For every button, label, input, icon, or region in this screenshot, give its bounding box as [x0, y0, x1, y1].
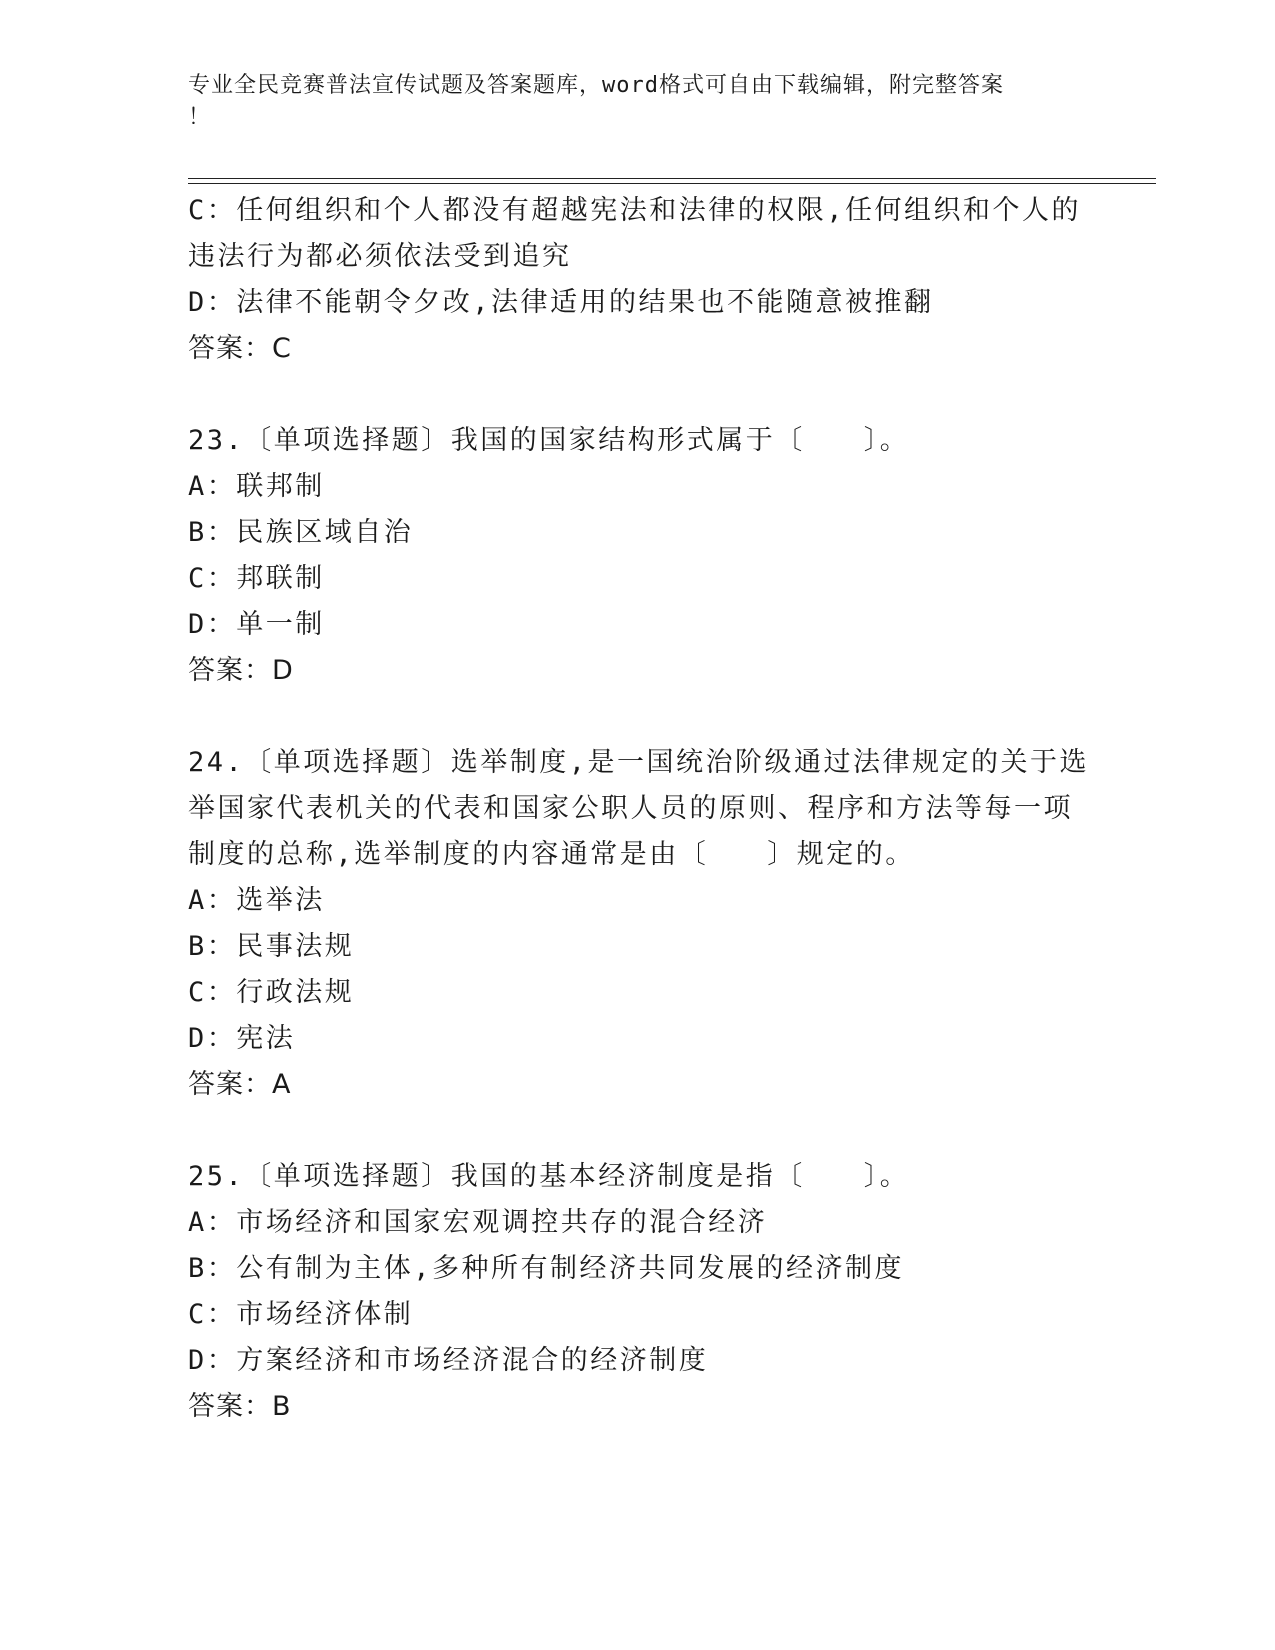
option-b: B：公有制为主体,多种所有制经济共同发展的经济制度: [188, 1253, 905, 1284]
option-c: C：邦联制: [188, 563, 325, 594]
option-d: D：法律不能朝令夕改,法律适用的结果也不能随意被推翻: [188, 287, 934, 318]
option-c: C：市场经济体制: [188, 1299, 414, 1330]
question-22-continued: [188, 188, 1088, 372]
question-23: [188, 418, 1088, 694]
document-header: [188, 70, 1068, 134]
option-c-continued: 违法行为都必须依法受到追究: [188, 241, 572, 272]
question-stem: 23.〔单项选择题〕我国的国家结构形式属于〔 〕。: [188, 425, 910, 456]
question-25: [188, 1154, 1088, 1430]
answer: 答案：D: [188, 655, 294, 686]
question-stem: 24.〔单项选择题〕选举制度,是一国统治阶级通过法律规定的关于选: [188, 747, 1090, 778]
option-a: A：市场经济和国家宏观调控共存的混合经济: [188, 1207, 768, 1238]
option-d: D：单一制: [188, 609, 325, 640]
header-divider-bottom: [188, 183, 1156, 184]
spacer: [188, 1108, 1088, 1154]
header-divider-top: [188, 178, 1156, 179]
spacer: [188, 372, 1088, 418]
option-b: B：民事法规: [188, 931, 355, 962]
question-stem: 25.〔单项选择题〕我国的基本经济制度是指〔 〕。: [188, 1161, 910, 1192]
question-stem-continued: 举国家代表机关的代表和国家公职人员的原则、程序和方法等每一项: [188, 793, 1073, 824]
question-list: [188, 188, 1088, 1430]
answer: 答案：B: [188, 1391, 292, 1422]
answer: 答案：C: [188, 333, 292, 364]
option-b: B：民族区域自治: [188, 517, 414, 548]
option-a: A：选举法: [188, 885, 325, 916]
option-a: A：联邦制: [188, 471, 325, 502]
option-d: D：宪法: [188, 1023, 296, 1054]
option-d: D：方案经济和市场经济混合的经济制度: [188, 1345, 709, 1376]
header-title-line: 专业全民竞赛普法宣传试题及答案题库，word格式可自由下载编辑，附完整答案: [188, 73, 1004, 98]
question-stem-continued: 制度的总称,选举制度的内容通常是由〔 〕规定的。: [188, 839, 915, 870]
header-title-line-end: ！: [188, 105, 212, 130]
spacer: [188, 694, 1088, 740]
question-24: [188, 740, 1088, 1108]
option-c: C：任何组织和个人都没有超越宪法和法律的权限,任何组织和个人的: [188, 195, 1082, 226]
answer: 答案：A: [188, 1069, 292, 1100]
option-c: C：行政法规: [188, 977, 355, 1008]
